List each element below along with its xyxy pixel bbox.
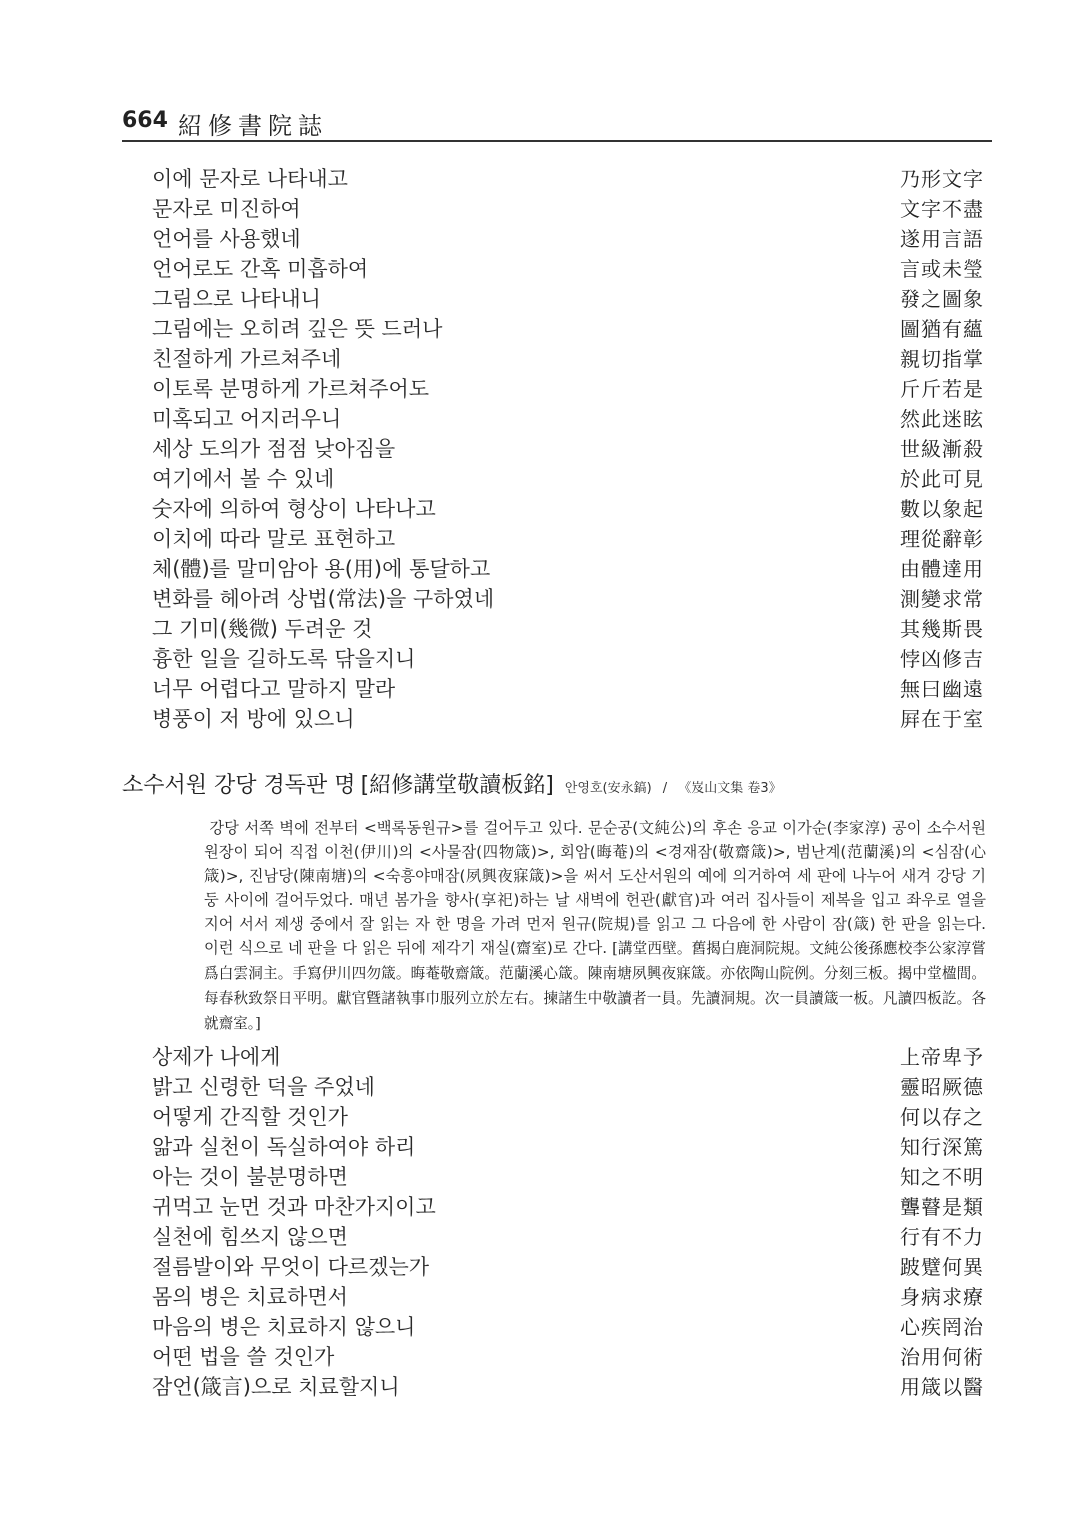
verse-korean: 체(體)를 말미암아 용(用)에 통달하고 <box>152 557 491 581</box>
verse-line <box>152 614 984 644</box>
verse-korean: 너무 어렵다고 말하지 말라 <box>152 677 396 701</box>
verse-korean: 이에 문자로 나타내고 <box>152 167 348 191</box>
verse-korean: 밝고 신령한 덕을 주었네 <box>152 1075 375 1099</box>
verse-line <box>152 1282 984 1312</box>
verse-korean: 친절하게 가르쳐주네 <box>152 347 342 371</box>
verse-hanja: 然此迷眩 <box>900 407 984 431</box>
verse-hanja: 斤斤若是 <box>900 377 984 401</box>
verse-korean: 병풍이 저 방에 있으니 <box>152 707 355 731</box>
verse-hanja: 言或未瑩 <box>900 257 984 281</box>
verse-korean: 이치에 따라 말로 표현하고 <box>152 527 396 551</box>
verse-hanja: 無曰幽遠 <box>900 677 984 701</box>
verse-hanja: 數以象起 <box>900 497 984 521</box>
verse-hanja: 何以存之 <box>900 1105 984 1129</box>
verse-line <box>152 1042 984 1072</box>
page-number: 664 <box>122 108 168 133</box>
verse-hanja: 圖猶有蘊 <box>900 317 984 341</box>
verse-korean: 그림에는 오히려 깊은 뜻 드러나 <box>152 317 443 341</box>
verse-korean: 어떤 법을 쓸 것인가 <box>152 1345 335 1369</box>
prose-classical-chinese: [講堂西壁。舊揭白鹿洞院規。文純公後孫應校李公家淳嘗爲白雲洞主。手寫伊川四勿箴。晦菴敬齋箴。范蘭溪心箴。陳南塘夙興夜寐箴。亦依陶山院例。分刻三板。揭中堂楹間。每春秋致祭日平明。獻官曁諸執事巾服列立於左右。揀諸生中敬讀者一員。先讀洞規。次一員讀箴一板。凡讀四板訖。各就齋室。] <box>204 940 986 1032</box>
verse-korean: 절름발이와 무엇이 다르겠는가 <box>152 1255 430 1279</box>
verse-korean: 잠언(箴言)으로 치료할지니 <box>152 1375 400 1399</box>
verse-hanja: 發之圖象 <box>900 287 984 311</box>
verse-korean: 아는 것이 불분명하면 <box>152 1165 348 1189</box>
verse-korean: 변화를 헤아려 상법(常法)을 구하였네 <box>152 587 495 611</box>
verse-korean: 상제가 나에게 <box>152 1045 281 1069</box>
verse-hanja: 測變求常 <box>900 587 984 611</box>
verse-hanja: 上帝卑予 <box>900 1045 984 1069</box>
verse-hanja: 聾瞽是類 <box>900 1195 984 1219</box>
verse-line <box>152 1342 984 1372</box>
verse-line <box>152 344 984 374</box>
verse-korean: 그 기미(幾微) 두려운 것 <box>152 617 373 641</box>
verse-line <box>152 224 984 254</box>
verse-korean: 문자로 미진하여 <box>152 197 301 221</box>
verse-hanja: 用箴以醫 <box>900 1375 984 1399</box>
verse-hanja: 於此可見 <box>900 467 984 491</box>
verse-line <box>152 494 984 524</box>
verse-korean: 실천에 힘쓰지 않으면 <box>152 1225 348 1249</box>
verse-hanja: 由體達用 <box>900 557 984 581</box>
verse-korean: 언어로도 간혹 미흡하여 <box>152 257 369 281</box>
verse-korean: 숫자에 의하여 형상이 나타나고 <box>152 497 436 521</box>
verse-korean: 그림으로 나타내니 <box>152 287 321 311</box>
verse-hanja: 知行深篤 <box>900 1135 984 1159</box>
section-source: 《岌山文集 卷3》 <box>678 781 782 796</box>
verse-line <box>152 374 984 404</box>
page-header <box>122 108 992 142</box>
verse-korean: 앎과 실천이 독실하여야 하리 <box>152 1135 416 1159</box>
verse-line <box>152 524 984 554</box>
verse-line <box>152 644 984 674</box>
verse-korean: 어떻게 간직할 것인가 <box>152 1105 348 1129</box>
verse-korean: 흉한 일을 길하도록 닦을지니 <box>152 647 416 671</box>
verse-hanja: 世級漸殺 <box>900 437 984 461</box>
verse-hanja: 治用何術 <box>900 1345 984 1369</box>
verse-korean: 언어를 사용했네 <box>152 227 301 251</box>
book-title: 紹修書院誌 <box>178 112 328 140</box>
verse-line <box>152 1252 984 1282</box>
verse-korean: 몸의 병은 치료하면서 <box>152 1285 348 1309</box>
verse-line <box>152 1132 984 1162</box>
verse-line <box>152 1222 984 1252</box>
verse-line <box>152 554 984 584</box>
verse-hanja: 乃形文字 <box>900 167 984 191</box>
verse-korean: 미혹되고 어지러우니 <box>152 407 342 431</box>
verse-hanja: 其幾斯畏 <box>900 617 984 641</box>
verse-line <box>152 1102 984 1132</box>
verse-hanja: 跛躄何異 <box>900 1255 984 1279</box>
verse-hanja: 理從辭彰 <box>900 527 984 551</box>
verse-line <box>152 704 984 734</box>
verse-line <box>152 1372 984 1402</box>
prose-korean: 강당 서쪽 벽에 전부터 <백록동원규>를 걸어두고 있다. 문순공(文純公)의 후손 응교 이가순(李家淳) 공이 소수서원 원장이 되어 직접 이천(伊川)의 <사물잠(四物箴)>, 회암(晦菴)의 <경재잠(敬齋箴)>, 범난계(范蘭溪)의 <심잠(心箴)>, 진남당(陳南塘)의 <숙흥야매잠(夙興夜寐箴)>을 써서 도산서원의 예에 의거하여 세 판에 나누어 새겨 강당 기둥 사이에 걸어두었다. 매년 봄가을 향사(享祀)하는 날 새벽에 헌관(獻官)과 여러 집사들이 제복을 입고 좌우로 열을 지어 서서 제생 중에서 잘 읽는 자 한 명을 가려 먼저 원규(院規)를 읽고 그 다음에 한 사람이 잠(箴) 한 판을 읽는다. 이런 식으로 네 판을 다 읽은 뒤에 제각기 재실(齋室)로 간다. <box>204 819 986 957</box>
verse-korean: 여기에서 볼 수 있네 <box>152 467 335 491</box>
verse-line <box>152 1312 984 1342</box>
verse-korean: 귀먹고 눈먼 것과 마찬가지이고 <box>152 1195 436 1219</box>
verse-line <box>152 404 984 434</box>
section-heading <box>122 768 782 799</box>
verse-korean: 세상 도의가 점점 낮아짐을 <box>152 437 396 461</box>
verse-hanja: 文字不盡 <box>900 197 984 221</box>
verse-line <box>152 194 984 224</box>
section-author: 안영호(安永鎬) <box>564 781 652 796</box>
section-title-hanja: [紹修講堂敬讀板銘] <box>360 773 554 798</box>
verse-hanja: 知之不明 <box>900 1165 984 1189</box>
verse-hanja: 親切指掌 <box>900 347 984 371</box>
verse-line <box>152 584 984 614</box>
section-separator: / <box>662 781 668 796</box>
verse-block-1 <box>152 164 984 734</box>
verse-line <box>152 254 984 284</box>
verse-hanja: 遂用言語 <box>900 227 984 251</box>
verse-block-2 <box>152 1042 984 1402</box>
verse-line <box>152 434 984 464</box>
verse-hanja: 靈昭厥德 <box>900 1075 984 1099</box>
verse-korean: 이토록 분명하게 가르쳐주어도 <box>152 377 430 401</box>
verse-line <box>152 284 984 314</box>
verse-line <box>152 464 984 494</box>
section-title-korean: 소수서원 강당 경독판 명 <box>122 773 356 798</box>
verse-line <box>152 674 984 704</box>
verse-line <box>152 1162 984 1192</box>
verse-line <box>152 1072 984 1102</box>
verse-korean: 마음의 병은 치료하지 않으니 <box>152 1315 416 1339</box>
verse-line <box>152 1192 984 1222</box>
verse-line <box>152 314 984 344</box>
verse-hanja: 行有不力 <box>900 1225 984 1249</box>
verse-hanja: 心疾罔治 <box>900 1315 984 1339</box>
verse-line <box>152 164 984 194</box>
prose-paragraph <box>204 816 986 1036</box>
verse-hanja: 身病求療 <box>900 1285 984 1309</box>
verse-hanja: 悖凶修吉 <box>900 647 984 671</box>
verse-hanja: 屛在于室 <box>900 707 984 731</box>
